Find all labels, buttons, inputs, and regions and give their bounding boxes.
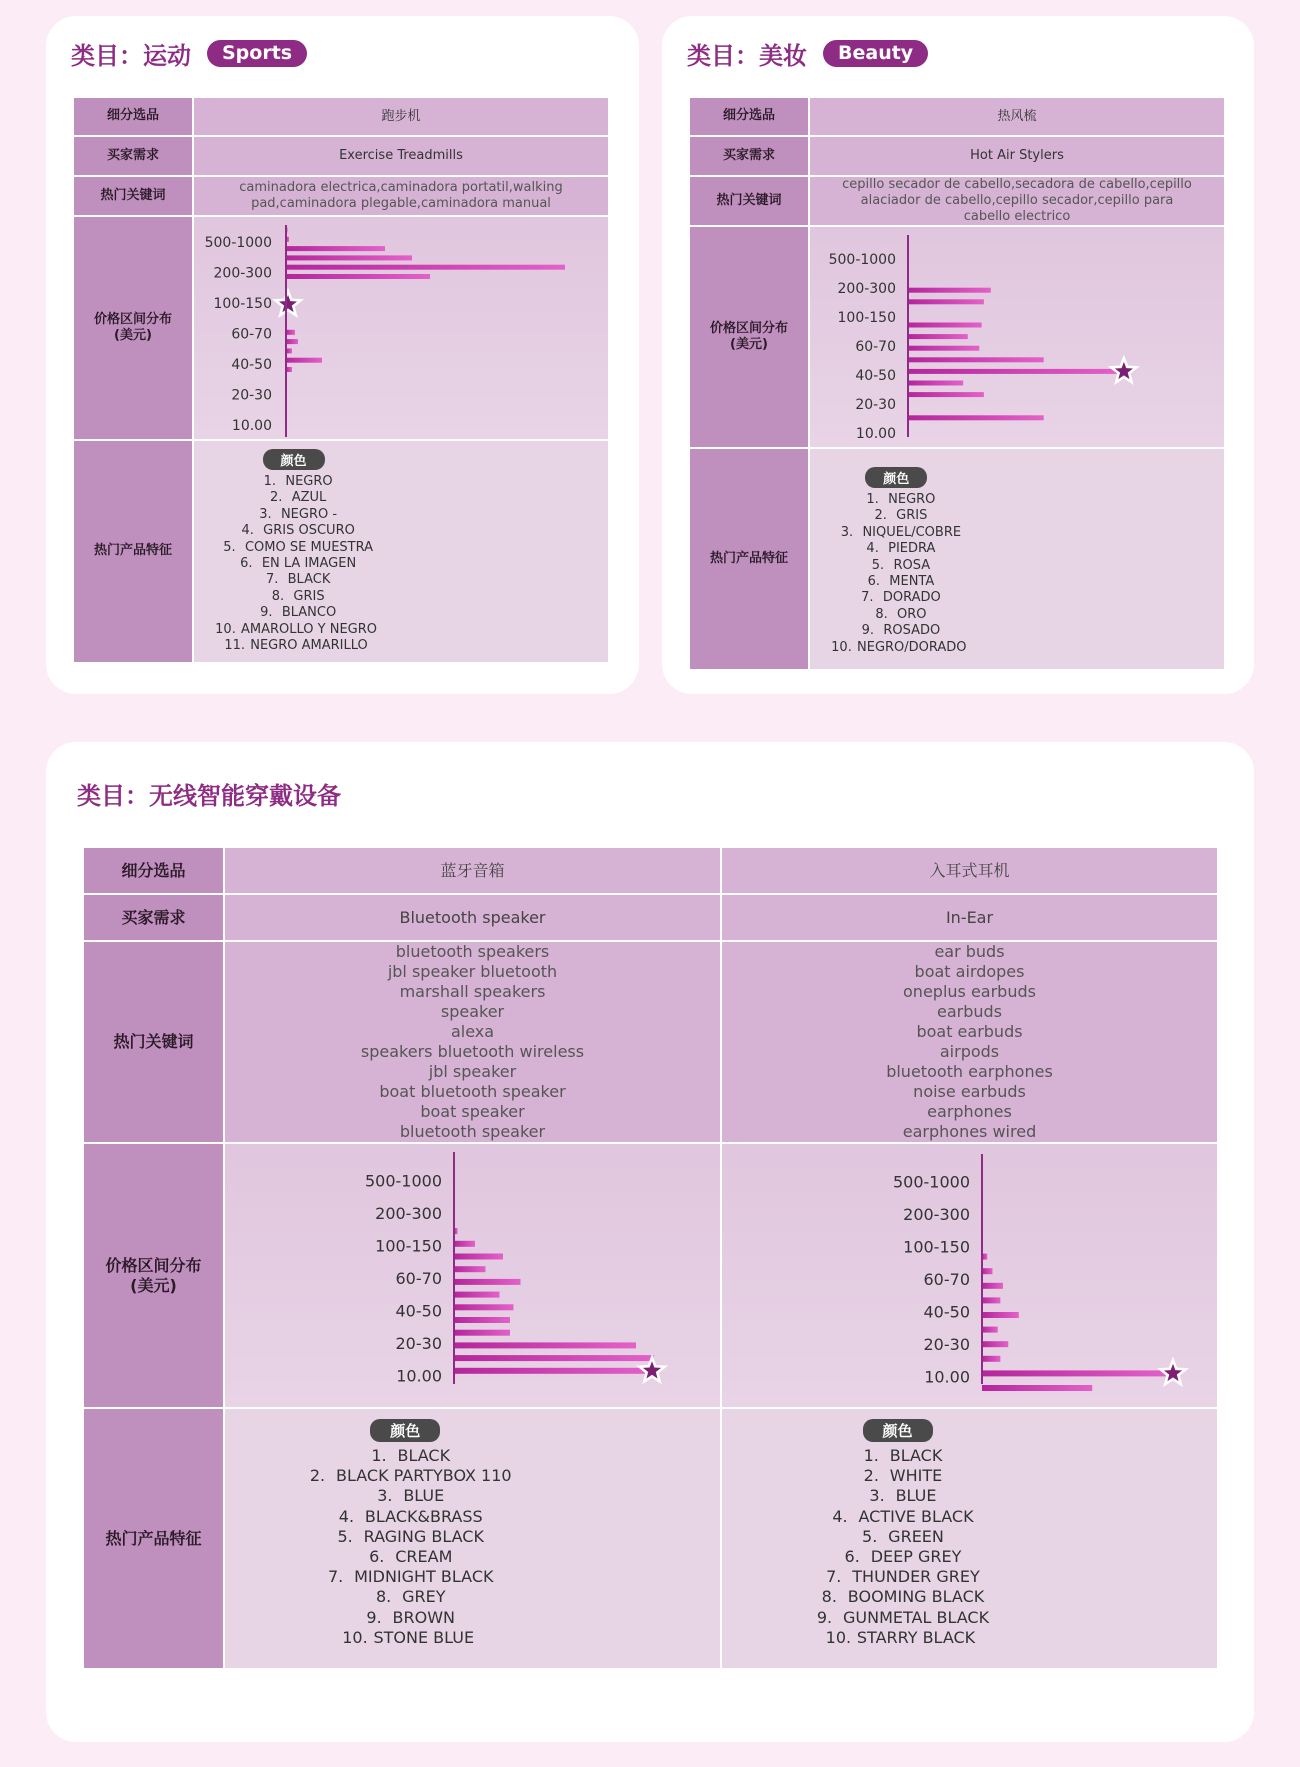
category-title <box>77 776 341 811</box>
price-bar <box>454 1254 503 1260</box>
features-cell <box>809 448 1225 670</box>
label-hot-features: 热门产品特征 <box>73 440 193 663</box>
speaker-sub-item: 蓝牙音箱 <box>224 847 721 894</box>
keyword-item: jbl speaker bluetooth <box>387 962 558 981</box>
price-distribution-chart <box>722 1144 1218 1408</box>
price-bar <box>908 346 979 351</box>
color-pill: 颜色 <box>263 449 325 470</box>
color-list-block <box>806 1419 989 1648</box>
price-bar <box>982 1312 1019 1318</box>
price-bar <box>908 369 1122 374</box>
color-item: 2. BLACK PARTYBOX 110 <box>309 1466 512 1486</box>
color-item: 10. NEGRO/DORADO <box>831 639 967 655</box>
buyer-need-value: Hot Air Stylers <box>809 136 1225 176</box>
price-bar <box>908 299 984 304</box>
price-bar <box>454 1292 500 1298</box>
price-bar <box>286 274 430 279</box>
color-item: 1. BLACK <box>371 1446 451 1465</box>
label-buyer-need: 买家需求 <box>83 894 224 941</box>
keyword-list <box>732 942 1207 1142</box>
label-price-dist: 价格区间分布 (美元) <box>73 216 193 440</box>
price-bar <box>286 330 295 335</box>
tick-label: 60-70 <box>923 1270 970 1290</box>
keyword-item: earphones wired <box>902 1122 1037 1141</box>
color-item: 4. BLACK&BRASS <box>338 1506 483 1526</box>
price-chart-cell <box>809 226 1225 448</box>
price-distribution-chart <box>194 217 609 440</box>
category-badge: Sports <box>207 40 307 67</box>
inear-features <box>721 1408 1218 1669</box>
price-bar <box>908 357 1044 362</box>
inear-buyer-need: In-Ear <box>721 894 1218 941</box>
price-bar <box>908 415 1044 420</box>
tick-label: 20-30 <box>395 1334 442 1354</box>
tick-label: 20-30 <box>855 396 896 413</box>
wearable-table <box>82 846 1219 1670</box>
color-item: 8. ORO <box>875 606 927 622</box>
category-title <box>687 36 928 71</box>
color-list-block <box>299 1419 512 1648</box>
label-price-dist: 价格区间分布 (美元) <box>689 226 809 448</box>
color-item: 7. MIDNIGHT BLACK <box>327 1567 494 1587</box>
keyword-item: jbl speaker <box>428 1062 517 1081</box>
tick-label: 40-50 <box>923 1302 970 1322</box>
tick-label: 200-300 <box>375 1204 442 1224</box>
sports-table <box>72 96 610 664</box>
tick-label: 20-30 <box>923 1335 970 1355</box>
tick-label: 40-50 <box>231 356 272 373</box>
color-item: 3. BLUE <box>377 1486 445 1506</box>
price-bar <box>982 1341 1008 1347</box>
color-item: 7. BLACK <box>265 572 331 588</box>
color-item: 9. GUNMETAL BLACK <box>816 1607 990 1627</box>
color-item: 5. GREEN <box>862 1526 944 1546</box>
color-item: 4. ACTIVE BLACK <box>832 1506 974 1526</box>
color-list <box>826 492 967 656</box>
price-bar <box>454 1355 654 1361</box>
color-pill: 颜色 <box>370 1419 440 1442</box>
price-bar <box>286 255 412 260</box>
color-list <box>806 1446 989 1648</box>
label-price-dist: 价格区间分布 (美元) <box>83 1143 224 1408</box>
price-bar <box>454 1304 514 1310</box>
label-hot-keywords: 热门关键词 <box>83 941 224 1143</box>
inear-keywords <box>721 941 1218 1143</box>
price-bar <box>982 1268 993 1274</box>
color-list <box>299 1446 512 1648</box>
price-chart-cell <box>193 216 609 440</box>
price-bar <box>908 381 963 386</box>
color-item: 6. CREAM <box>369 1547 453 1567</box>
keyword-item: boat bluetooth speaker <box>379 1082 566 1101</box>
price-bar <box>454 1368 650 1374</box>
price-bar <box>982 1283 1003 1289</box>
keyword-item: boat earbuds <box>916 1022 1023 1041</box>
price-bar <box>908 288 991 293</box>
label-hot-features: 热门产品特征 <box>689 448 809 670</box>
color-item: 5. ROSA <box>871 557 931 573</box>
tick-label: 10.00 <box>924 1367 970 1387</box>
tick-label: 10.00 <box>855 425 896 442</box>
keyword-item: alexa <box>450 1022 495 1041</box>
keyword-item: bluetooth earphones <box>886 1062 1053 1081</box>
tick-label: 60-70 <box>855 338 896 355</box>
price-bar <box>908 392 984 397</box>
label-hot-keywords: 热门关键词 <box>689 176 809 226</box>
price-bar <box>454 1266 486 1272</box>
speaker-buyer-need: Bluetooth speaker <box>224 894 721 941</box>
price-bar <box>908 334 968 339</box>
price-bar <box>286 265 565 270</box>
keyword-item: bluetooth speaker <box>399 1122 546 1141</box>
keyword-item: boat airdopes <box>914 962 1025 981</box>
tick-label: 100-150 <box>903 1237 970 1257</box>
price-bar <box>286 339 298 344</box>
color-item: 2. GRIS <box>874 508 928 524</box>
color-item: 1. BLACK <box>863 1446 943 1465</box>
label-sub-item: 细分选品 <box>73 97 193 136</box>
color-item: 8. BOOMING BLACK <box>821 1587 985 1607</box>
color-item: 6. EN LA IMAGEN <box>240 556 357 572</box>
tick-label: 500-1000 <box>828 251 896 268</box>
color-item: 9. BLANCO <box>260 605 337 621</box>
color-item: 6. DEEP GREY <box>844 1547 962 1567</box>
price-bar <box>982 1370 1171 1376</box>
color-item: 10. STONE BLUE <box>342 1627 475 1647</box>
color-item: 9. ROSADO <box>861 623 941 639</box>
category-card-beauty <box>662 16 1254 694</box>
tick-label: 200-300 <box>213 265 272 282</box>
category-card-sports <box>46 16 639 694</box>
color-list-block <box>210 449 377 654</box>
features-cell <box>193 440 609 663</box>
color-pill: 颜色 <box>863 1419 933 1442</box>
tick-label: 20-30 <box>231 387 272 404</box>
color-item: 1. NEGRO <box>866 492 936 507</box>
beauty-table <box>688 96 1226 671</box>
tick-label: 200-300 <box>903 1205 970 1225</box>
color-item: 5. RAGING BLACK <box>337 1526 484 1546</box>
color-item: 7. THUNDER GREY <box>826 1567 980 1587</box>
tick-label: 100-150 <box>837 309 896 326</box>
inear-price-chart-cell <box>721 1143 1218 1408</box>
category-badge: Beauty <box>823 40 928 67</box>
price-bar <box>454 1330 510 1336</box>
color-item: 2. AZUL <box>270 490 327 506</box>
keyword-item: oneplus earbuds <box>903 982 1036 1001</box>
tick-label: 500-1000 <box>204 234 272 251</box>
color-item: 3. BLUE <box>869 1486 937 1506</box>
price-bar <box>982 1297 1000 1303</box>
keyword-item: ear buds <box>934 942 1005 961</box>
color-item: 10. STARRY BLACK <box>825 1627 976 1647</box>
color-list-block <box>826 467 967 656</box>
category-card-wearable <box>46 742 1254 1742</box>
label-sub-item: 细分选品 <box>689 97 809 136</box>
tick-label: 10.00 <box>231 417 272 434</box>
keyword-item: bluetooth speakers <box>395 942 550 961</box>
keyword-item: earbuds <box>936 1002 1002 1021</box>
color-item: 6. MENTA <box>867 574 935 590</box>
color-item: 4. PIEDRA <box>866 541 936 557</box>
keyword-item: speaker <box>440 1002 505 1021</box>
tick-label: 500-1000 <box>364 1171 442 1191</box>
price-bar <box>286 246 385 251</box>
keywords-value: caminadora electrica,caminadora portatil,walking pad,caminadora plegable,caminadora manual <box>193 176 609 216</box>
color-item: 8. GRIS <box>271 588 325 604</box>
tick-label: 40-50 <box>855 367 896 384</box>
tick-label: 40-50 <box>395 1301 442 1321</box>
price-bar <box>982 1356 1000 1362</box>
color-item: 9. BROWN <box>366 1607 456 1627</box>
price-bar <box>908 323 982 328</box>
color-item: 5. COMO SE MUESTRA <box>223 539 374 555</box>
keyword-item: marshall speakers <box>399 982 546 1001</box>
keyword-item: speakers bluetooth wireless <box>360 1042 585 1061</box>
speaker-price-chart-cell <box>224 1143 721 1408</box>
color-item: 3. NEGRO - <box>259 506 338 522</box>
label-sub-item: 细分选品 <box>83 847 224 894</box>
tick-label: 200-300 <box>837 280 896 297</box>
category-title <box>71 36 307 71</box>
price-distribution-chart <box>810 227 1225 448</box>
tick-label: 500-1000 <box>892 1172 970 1192</box>
color-item: 11. NEGRO AMARILLO <box>224 638 368 654</box>
price-bar <box>982 1327 998 1333</box>
color-item: 10. AMAROLLO Y NEGRO <box>215 621 378 637</box>
price-bar <box>286 358 322 363</box>
price-bar <box>454 1279 521 1285</box>
label-buyer-need: 买家需求 <box>73 136 193 176</box>
keywords-value: cepillo secador de cabello,secadora de cabello,cepillo alaciador de cabello,cepillo secador,cepillo para cabello electrico <box>809 176 1225 226</box>
price-bar <box>454 1317 510 1323</box>
category-title-text: 类目：美妆 <box>687 42 807 70</box>
price-bar <box>982 1385 1092 1391</box>
color-item: 3. NIQUEL/COBRE <box>840 524 962 540</box>
speaker-features <box>224 1408 721 1669</box>
tick-label: 100-150 <box>213 295 272 312</box>
sub-item-value: 热风梳 <box>809 97 1225 136</box>
color-item: 2. WHITE <box>863 1466 943 1486</box>
sub-item-value: 跑步机 <box>193 97 609 136</box>
category-title-text: 类目：无线智能穿戴设备 <box>77 782 341 810</box>
label-buyer-need: 买家需求 <box>689 136 809 176</box>
price-bar <box>454 1342 636 1348</box>
tick-label: 60-70 <box>231 326 272 343</box>
keyword-item: earphones <box>927 1102 1012 1121</box>
tick-label: 60-70 <box>395 1269 442 1289</box>
color-pill: 颜色 <box>865 467 927 488</box>
color-item: 4. GRIS OSCURO <box>241 523 355 539</box>
price-distribution-chart <box>225 1144 721 1408</box>
color-item: 8. GREY <box>375 1587 446 1607</box>
color-item: 7. DORADO <box>861 590 941 606</box>
keyword-item: airpods <box>939 1042 1000 1061</box>
keyword-item: boat speaker <box>420 1102 525 1121</box>
keyword-list <box>235 942 710 1142</box>
color-item: 1. NEGRO <box>263 474 333 489</box>
category-title-text: 类目：运动 <box>71 42 191 70</box>
inear-sub-item: 入耳式耳机 <box>721 847 1218 894</box>
label-hot-features: 热门产品特征 <box>83 1408 224 1669</box>
color-list <box>210 474 377 654</box>
price-bar <box>454 1241 475 1247</box>
speaker-keywords <box>224 941 721 1143</box>
keyword-item: noise earbuds <box>913 1082 1026 1101</box>
tick-label: 10.00 <box>396 1366 442 1386</box>
label-hot-keywords: 热门关键词 <box>73 176 193 216</box>
buyer-need-value: Exercise Treadmills <box>193 136 609 176</box>
tick-label: 100-150 <box>375 1236 442 1256</box>
